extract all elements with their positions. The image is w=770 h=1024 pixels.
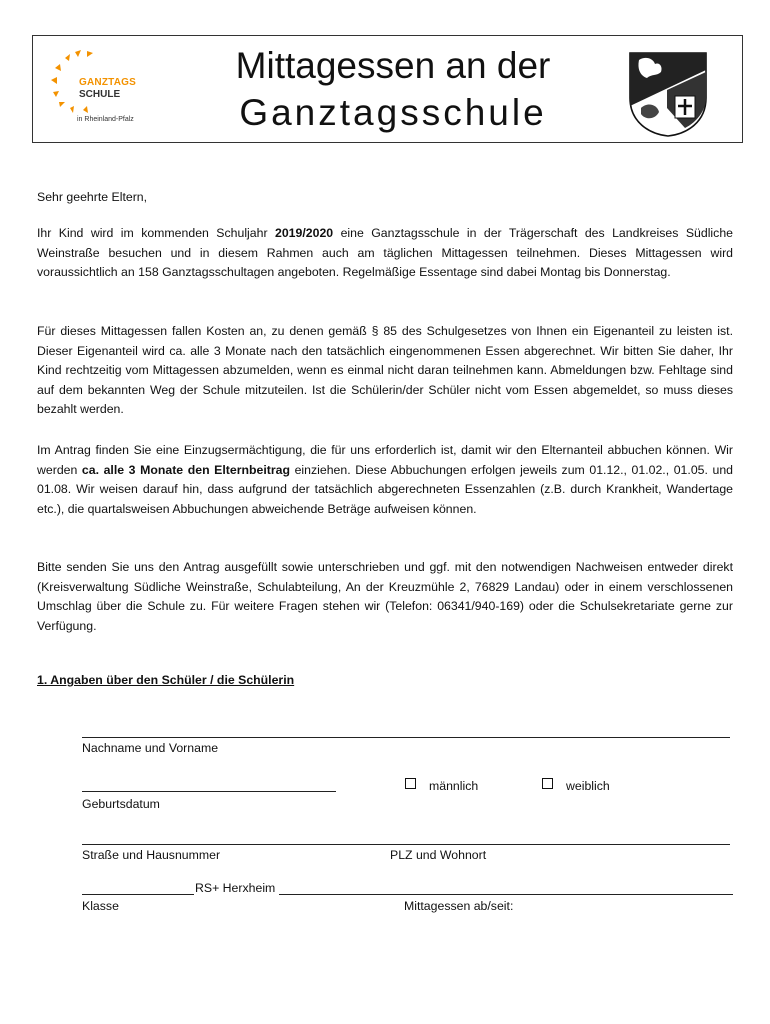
header-box bbox=[32, 35, 743, 143]
class-input-line[interactable] bbox=[82, 894, 194, 895]
paragraph-4: Bitte senden Sie uns den Antrag ausgefüllt sowie unterschrieben und ggf. mit den notwendigen Nachweisen entweder direkt (Kreisverwaltung Südliche Weinstraße, Schulabteilung, An der Kreuzmühle 2, 76829 Landau) oder in einem verschlossenen Umschlag über die Schule zu. Für weitere Fragen stehen wir (Telefon: 06341/940-169) oder die Schulsekretariate gerne zur Verfügung. bbox=[37, 560, 733, 633]
page-title bbox=[203, 42, 583, 136]
greeting: Sehr geehrte Eltern, bbox=[37, 190, 148, 204]
paragraph-2: Für dieses Mittagessen fallen Kosten an, zu denen gemäß § 85 des Schulgesetzes von Ihnen ein Eigenanteil zu leisten ist. Dieser Eigenanteil wird ca. alle 3 Monate nach den tatsächlich eingenommenen Essen abgerechnet. Wir bitten Sie daher, Ihr Kind rechtzeitig vom Mittagessen abzumelden, wenn es einmal nicht daran teilnehmen kann. Abmeldungen bzw. Fehltage sind auf dem bekannten Weg der Schule mitzuteilen. Ist die Schülerin/der Schüler nicht vom Essen abgemeldet, so muss dieses bezahlt werden. bbox=[37, 324, 733, 417]
street-input-line[interactable] bbox=[82, 844, 730, 845]
birthdate-label: Geburtsdatum bbox=[82, 797, 160, 811]
title-line2: Ganztagsschule bbox=[239, 92, 547, 133]
male-label: männlich bbox=[429, 779, 479, 793]
name-input-line[interactable] bbox=[82, 737, 730, 738]
school-value: RS+ Herxheim bbox=[195, 881, 276, 895]
paragraph-1 bbox=[37, 224, 733, 283]
street-label: Straße und Hausnummer bbox=[82, 848, 221, 862]
ganztagsschule-logo bbox=[43, 44, 163, 136]
paragraph-3 bbox=[37, 441, 733, 519]
male-checkbox[interactable] bbox=[405, 778, 416, 789]
lunch-start-input-line[interactable] bbox=[279, 894, 733, 895]
female-checkbox[interactable] bbox=[542, 778, 553, 789]
p1-text-b: eine Ganztagsschule in der Trägerschaft des Landkreises Südliche Weinstraße besuchen und in diesem Rahmen auch am täglichen Mittagessen teilnehmen. Dieses Mittagessen wird voraussichtlich an 158 Ganztagsschultagen angeboten. Regelmäßige Essentage sind dabei Montag bis Donnerstag. bbox=[37, 226, 733, 280]
p1-text-a: Ihr Kind wird im kommenden Schuljahr bbox=[37, 226, 275, 240]
p3-text-b: einziehen. Diese Abbuchungen erfolgen jeweils zum 01.12., 01.02., 01.05. und 01.08. Wir weisen darauf hin, dass aufgrund der tatsächlich abgerechneten Essenzahlen (z.B. durch Krankheit, Wandertage etc.), die quartalsweisen Abbuchungen abweichende Beträge aufweisen können. bbox=[37, 462, 734, 516]
female-label: weiblich bbox=[566, 779, 610, 793]
logo-line1: GANZTAGS bbox=[79, 77, 136, 88]
school-year: 2019/2020 bbox=[275, 226, 334, 240]
p3-bold: ca. alle 3 Monate den Elternbeitrag bbox=[81, 462, 291, 477]
section-title: 1. Angaben über den Schüler / die Schülerin bbox=[37, 673, 295, 687]
coat-of-arms-icon bbox=[627, 50, 709, 138]
name-label: Nachname und Vorname bbox=[82, 741, 219, 755]
logo-line2: SCHULE bbox=[79, 89, 121, 100]
city-label: PLZ und Wohnort bbox=[390, 848, 487, 862]
title-line1: Mittagessen an der bbox=[235, 45, 551, 86]
class-label: Klasse bbox=[82, 899, 119, 913]
lunch-start-label: Mittagessen ab/seit: bbox=[404, 899, 514, 913]
logo-line3: in Rheinland-Pfalz bbox=[77, 116, 134, 123]
birthdate-input-line[interactable] bbox=[82, 791, 336, 792]
p3-text-a: Im Antrag finden Sie eine Einzugsermächtigung, die für uns erforderlich ist, damit wir den Elternanteil abbuchen können. Wir werden bbox=[37, 443, 733, 477]
